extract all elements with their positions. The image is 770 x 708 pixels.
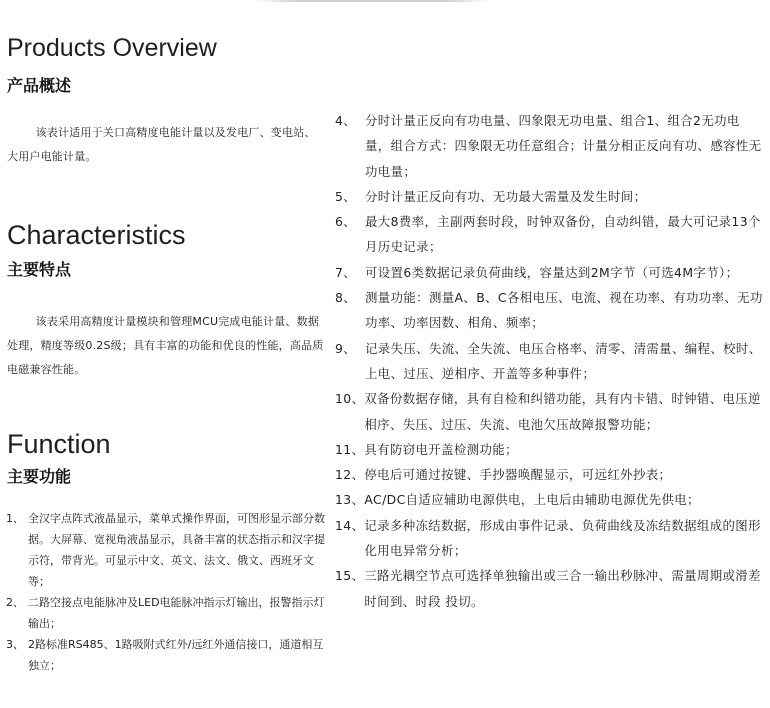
item-number: 9、 [335,340,357,356]
list-item [6,634,326,676]
list-item [335,437,765,462]
item-number: 8、 [335,290,357,306]
item-text: 具有防窃电开盖检测功能； [364,441,518,457]
list-item [335,285,765,336]
item-text: 分时计量正反向有功、无功最大需量及发生时间； [365,188,647,204]
item-text: AC/DC自适应辅助电源供电，上电后由辅助电源优先供电； [364,492,700,508]
list-item [6,508,326,592]
top-divider [252,0,492,2]
item-number: 11、 [335,441,365,457]
list-item [6,592,326,634]
item-number: 3、 [6,638,24,651]
function-list-left [6,508,326,676]
list-item [335,184,765,209]
item-number: 5、 [335,188,357,204]
item-number: 15、 [335,568,365,584]
item-text: 可设置6类数据记录负荷曲线，容量达到2M字节（可选4M字节）； [365,264,739,280]
item-number: 14、 [335,517,365,533]
item-text: 2路标准RS485、1路吸附式红外/远红外通信接口，通道相互独立； [28,638,324,672]
list-item [335,260,765,285]
item-text: 记录多种冻结数据，形成由事件记录、负荷曲线及冻结数据组成的图形化用电异常分析； [364,517,761,559]
list-item [335,462,765,487]
item-number: 7、 [335,264,357,280]
function-title-en: Function [7,429,111,459]
list-item [335,563,765,614]
list-item [335,487,765,512]
list-item [335,209,765,260]
list-item [335,513,765,564]
list-item [335,336,765,387]
overview-text: 该表计适用于关口高精度电能计量以及发电厂、变电站、大用户电能计量。 [7,126,316,163]
item-number: 6、 [335,214,357,230]
item-text: 测量功能：测量A、B、C各相电压、电流、视在功率、有功功率、无功功率、功率因数、相角、频率； [365,290,763,331]
item-number: 13、 [335,492,365,508]
item-text: 停电后可通过按键、手抄器唤醒显示，可远红外抄表； [364,467,672,483]
function-title-cn: 主要功能 [7,467,72,486]
function-list-right [335,108,765,614]
item-number: 10、 [335,391,365,407]
overview-title-en: Products Overview [7,34,217,62]
item-text: 分时计量正反向有功电量、四象限无功电量、组合1、组合2无功电量，组合方式：四象限无功任意组合；计量分相正反向有功、感容性无功电量； [365,113,762,179]
item-text: 最大8费率，主副两套时段，时钟双备份，自动纠错，最大可记录13个月历史记录； [365,214,761,255]
list-item [335,108,765,184]
item-number: 4、 [335,113,357,128]
item-number: 1、 [6,512,24,525]
list-item [335,386,765,437]
characteristics-title-cn: 主要特点 [7,260,72,279]
characteristics-title-en: Characteristics [7,220,186,250]
item-text: 记录失压、失流、全失流、电压合格率、清零、清需量、编程、校时、上电、过压、逆相序、开盖等多种事件； [365,340,762,381]
item-text: 二路空接点电能脉冲及LED电能脉冲指示灯输出，报警指示灯输出； [28,596,325,630]
item-text: 全汉字点阵式液晶显示，菜单式操作界面，可图形显示部分数据。大屏幕、宽视角液晶显示，具备丰富的状态指示和汉字提示符，带背光。可显示中文、英文、法文、俄文、西班牙文等； [28,512,325,588]
overview-title-cn: 产品概述 [7,76,72,95]
item-number: 2、 [6,596,24,609]
item-text: 三路光耦空节点可选择单独输出或三合一输出秒脉冲、需量周期或滑差时间到、时段 投切。 [364,568,761,609]
characteristics-text: 该表采用高精度计量模块和管理MCU完成电能计量、数据处理，精度等级0.2S级；具有丰富的功能和优良的性能，高品质电磁兼容性能。 [7,315,324,376]
item-number: 12、 [335,467,365,483]
item-text: 双备份数据存储，具有自检和纠错功能，具有内卡错、时钟错、电压逆相序、失压、过压、失流、电池欠压故障报警功能； [364,391,761,432]
